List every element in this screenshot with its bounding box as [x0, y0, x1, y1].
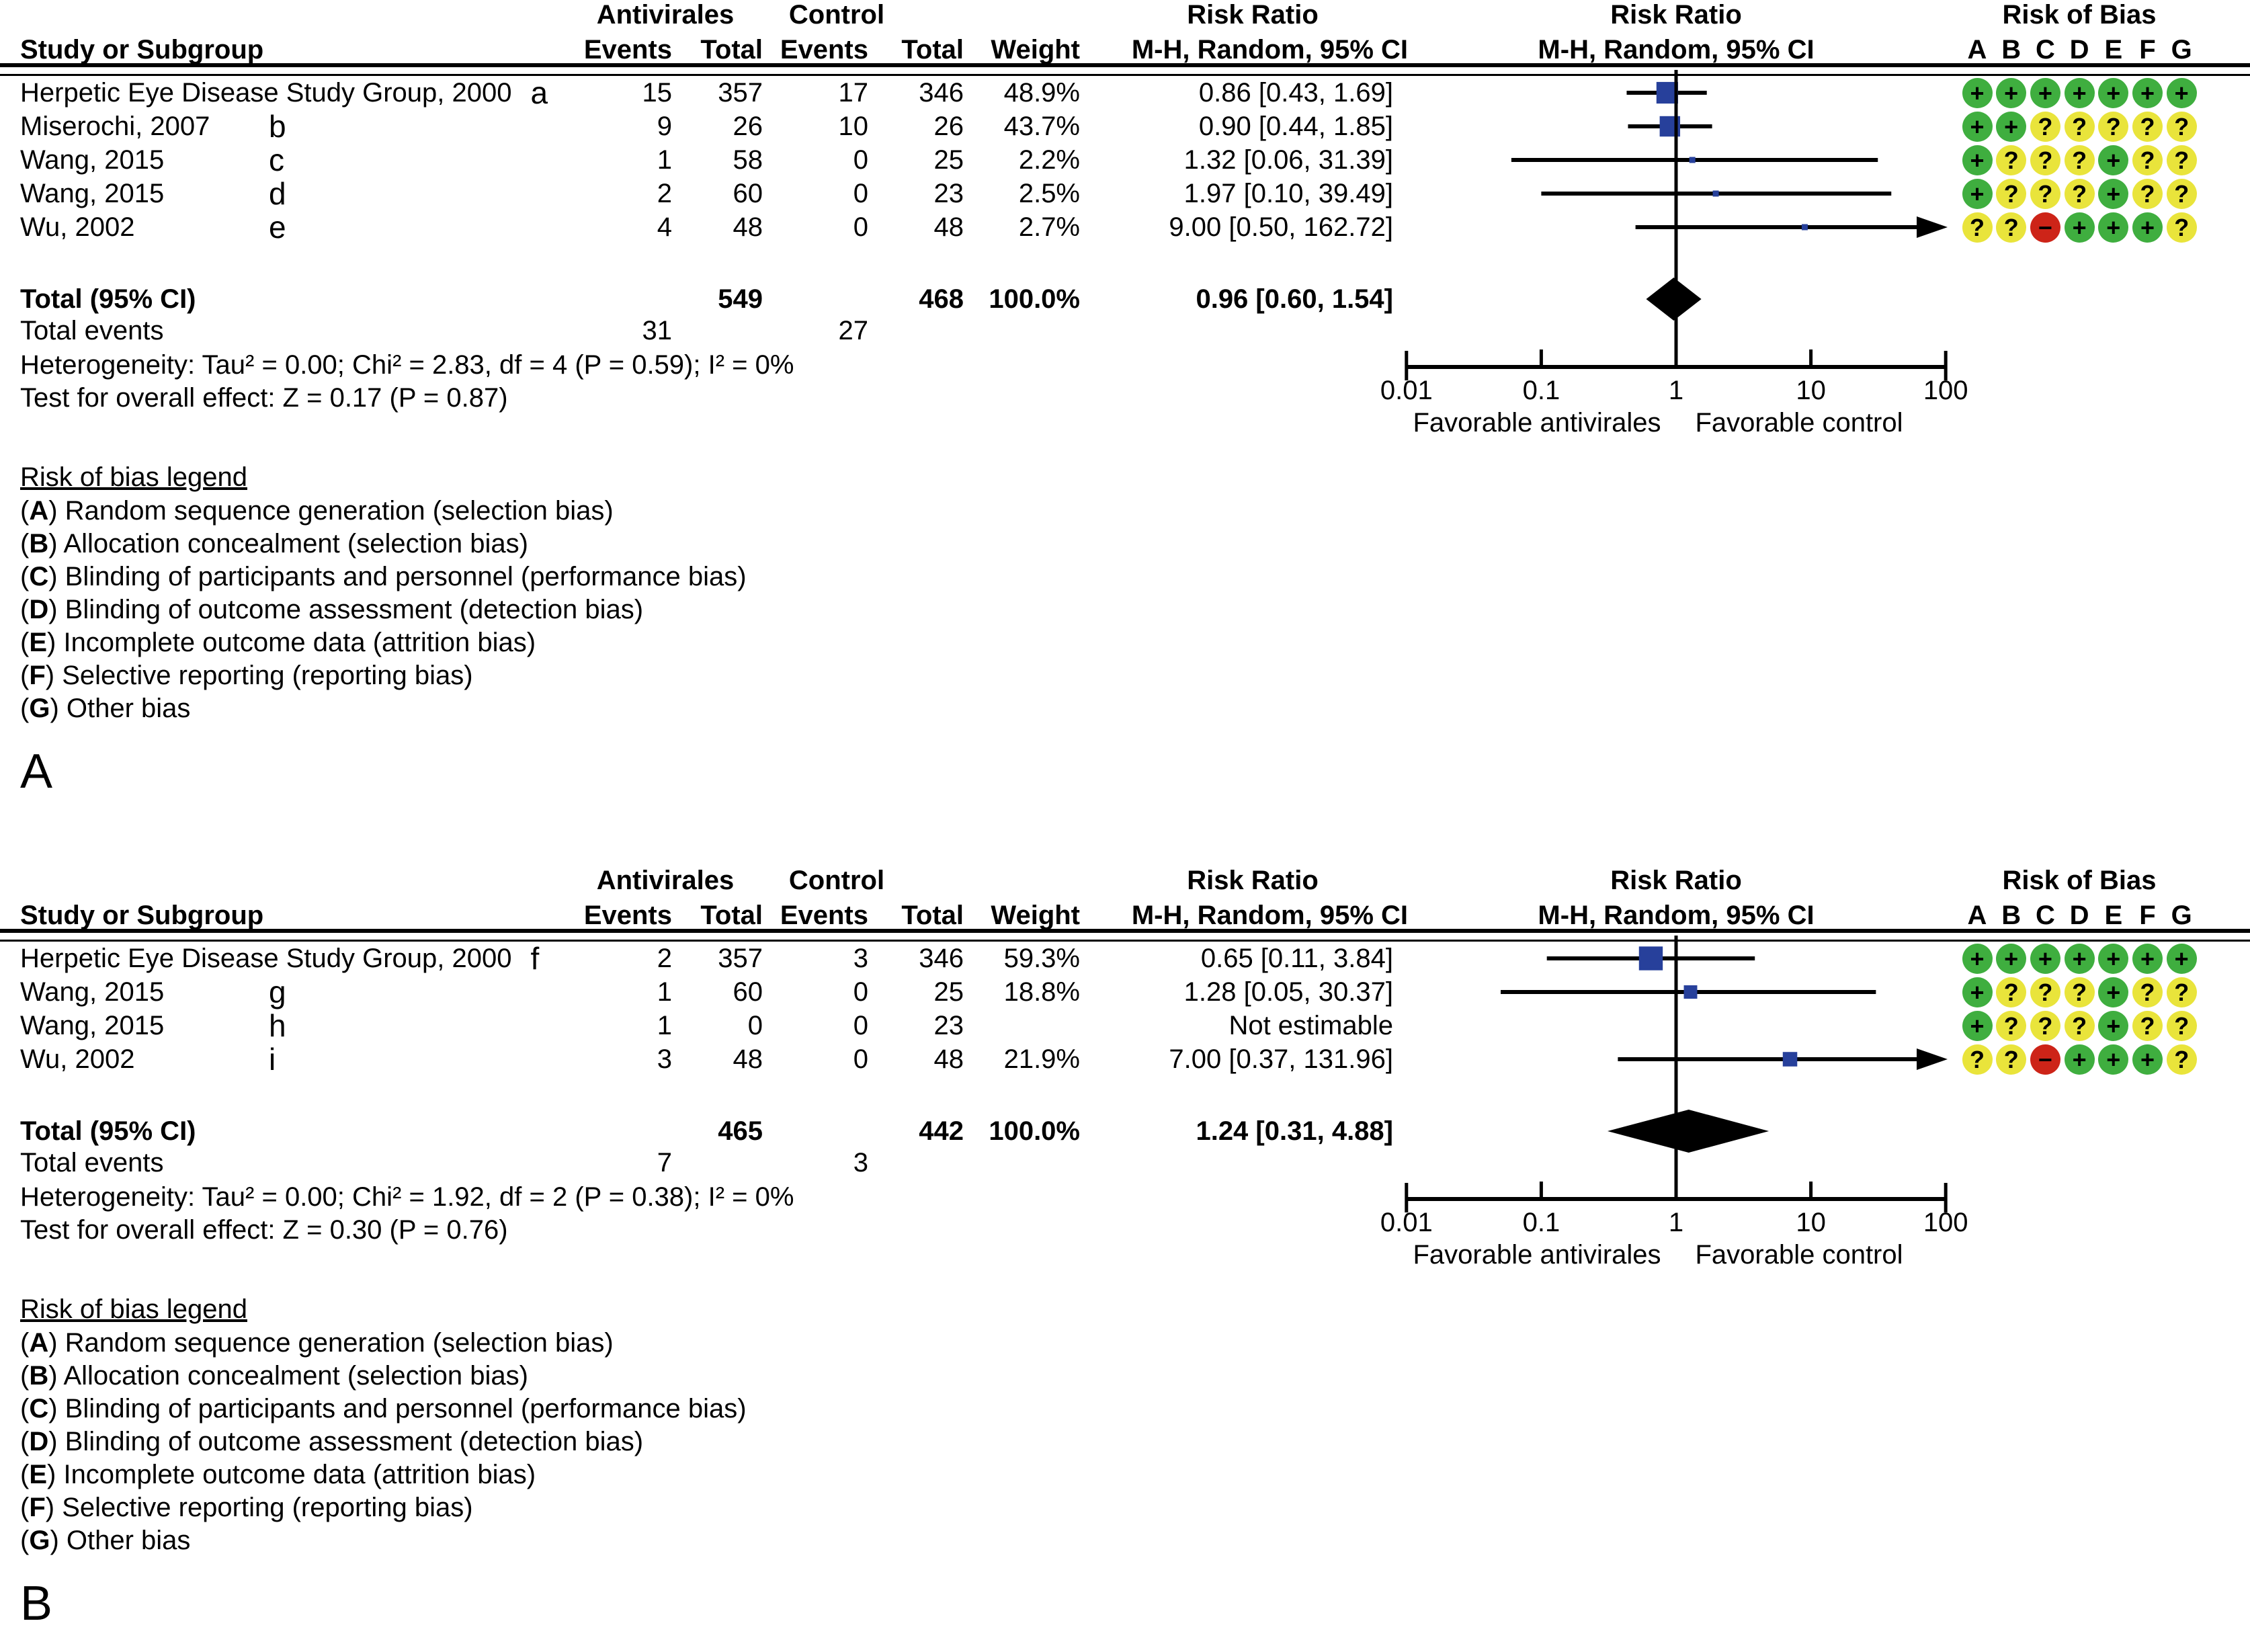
rob-low-risk-icon: +: [1962, 145, 1993, 175]
axis-tick: [1809, 349, 1812, 367]
rob-unclear-risk-icon: ?: [2030, 179, 2060, 209]
total-treat-cell: 465: [718, 1116, 763, 1146]
rob-legend-letter: B: [29, 529, 49, 559]
study-name: Wang, 2015: [20, 145, 165, 175]
axis-left-direction-label: Favorable antivirales: [1413, 408, 1661, 438]
mh-ci-plot-header: M-H, Random, 95% CI: [1538, 901, 1815, 930]
rob-low-risk-icon: +: [2132, 212, 2163, 243]
rob-legend-item: (B) Allocation concealment (selection bias): [20, 1361, 528, 1391]
axis-tick-label: 0.1: [1522, 376, 1560, 405]
total-control-cell: 468: [919, 284, 964, 314]
rob-legend-letter: A: [29, 496, 49, 526]
study-footnote-letter: f: [530, 941, 540, 976]
total-row-label: Total (95% CI): [20, 284, 196, 314]
total2-cell: 346: [919, 944, 964, 973]
events1-cell: 9: [657, 112, 672, 141]
rob-legend-letter: F: [29, 1493, 46, 1522]
weight-col-header: Weight: [991, 901, 1080, 930]
total1-cell: 48: [733, 212, 763, 242]
events2-cell: 0: [853, 179, 868, 208]
rob-legend-letter: F: [29, 661, 46, 690]
rob-legend-letter: D: [29, 595, 49, 624]
total-weight-cell: 100.0%: [989, 284, 1080, 314]
rob-legend-item: (D) Blinding of outcome assessment (detection bias): [20, 1427, 644, 1456]
risk-ratio-ci-cell: 1.28 [0.05, 30.37]: [1183, 977, 1393, 1007]
header-rule: [0, 63, 2250, 76]
weight-cell: 18.8%: [1003, 977, 1080, 1007]
rob-low-risk-icon: +: [2098, 145, 2128, 175]
rob-unclear-risk-icon: ?: [2030, 977, 2060, 1007]
rob-letter-header: A: [1967, 35, 1987, 65]
effect-square: [1783, 1052, 1798, 1067]
axis-tick-label: 0.1: [1522, 1208, 1560, 1237]
group-header-antivirales: Antivirales: [596, 0, 735, 30]
rob-letter-header: B: [2001, 901, 2022, 930]
rob-unclear-risk-icon: ?: [2098, 112, 2128, 142]
total-risk-ratio-cell: 1.24 [0.31, 4.88]: [1196, 1116, 1393, 1146]
rob-low-risk-icon: +: [2098, 179, 2128, 209]
rob-unclear-risk-icon: ?: [2167, 1011, 2197, 1041]
total2-cell: 48: [933, 212, 964, 242]
axis-tick: [1540, 349, 1543, 367]
effect-square: [1639, 946, 1663, 970]
study-name: Wu, 2002: [20, 1044, 135, 1074]
rob-legend-letter: C: [29, 562, 49, 591]
null-effect-line: [1675, 936, 1678, 1199]
rob-low-risk-icon: +: [2030, 78, 2060, 108]
rob-legend-item: (C) Blinding of participants and personnel (performance bias): [20, 1394, 747, 1423]
rob-low-risk-icon: +: [2030, 944, 2060, 974]
rob-low-risk-icon: +: [1962, 944, 1993, 974]
rob-letter-header: G: [2171, 901, 2192, 930]
axis-left-direction-label: Favorable antivirales: [1413, 1240, 1661, 1270]
rob-letter-header: F: [2139, 35, 2156, 65]
risk-ratio-plot-header: Risk Ratio: [1610, 866, 1742, 895]
study-name: Herpetic Eye Disease Study Group, 2000: [20, 944, 512, 973]
overall-effect-text: Test for overall effect: Z = 0.30 (P = 0.76): [20, 1215, 508, 1245]
total2-col-header: Total: [901, 901, 964, 930]
effect-square: [1684, 985, 1698, 999]
events1-cell: 4: [657, 212, 672, 242]
risk-ratio-ci-cell: 0.65 [0.11, 3.84]: [1200, 944, 1393, 973]
total2-cell: 23: [933, 179, 964, 208]
rob-legend-item: (G) Other bias: [20, 694, 191, 723]
rob-unclear-risk-icon: ?: [1996, 212, 2026, 243]
rob-legend-letter: G: [29, 694, 50, 723]
risk-ratio-ci-cell: 9.00 [0.50, 162.72]: [1169, 212, 1393, 242]
rob-unclear-risk-icon: ?: [2132, 145, 2163, 175]
mh-ci-text-header: M-H, Random, 95% CI: [1131, 901, 1408, 930]
rob-letter-header: D: [2069, 901, 2089, 930]
risk-ratio-ci-cell: 0.90 [0.44, 1.85]: [1198, 112, 1393, 141]
total1-cell: 26: [733, 112, 763, 141]
rob-low-risk-icon: +: [1962, 179, 1993, 209]
rob-legend-item: (A) Random sequence generation (selection bias): [20, 496, 614, 526]
total-events-control: 3: [853, 1148, 868, 1178]
events2-cell: 3: [853, 944, 868, 973]
mh-ci-text-header: M-H, Random, 95% CI: [1131, 35, 1408, 65]
effect-square: [1802, 224, 1808, 231]
rob-low-risk-icon: +: [1996, 112, 2026, 142]
total-events-label: Total events: [20, 316, 164, 345]
study-name: Wang, 2015: [20, 179, 165, 208]
risk-ratio-ci-cell: 1.97 [0.10, 39.49]: [1183, 179, 1393, 208]
risk-of-bias-header: Risk of Bias: [2002, 866, 2157, 895]
axis-tick-label: 1: [1668, 376, 1684, 405]
group-header-antivirales: Antivirales: [596, 866, 735, 895]
axis-tick: [1809, 1182, 1812, 1199]
rob-legend-letter: E: [29, 628, 48, 657]
overall-effect-text: Test for overall effect: Z = 0.17 (P = 0.87): [20, 383, 508, 413]
study-footnote-letter: h: [269, 1008, 286, 1043]
study-name: Wu, 2002: [20, 212, 135, 242]
total1-cell: 357: [718, 944, 763, 973]
rob-low-risk-icon: +: [1996, 944, 2026, 974]
total-treat-cell: 549: [718, 284, 763, 314]
rob-legend-letter: C: [29, 1394, 49, 1423]
rob-low-risk-icon: +: [2098, 212, 2128, 243]
study-col-header: Study or Subgroup: [20, 35, 264, 65]
rob-legend-item: (D) Blinding of outcome assessment (detection bias): [20, 595, 644, 624]
rob-legend-item: (C) Blinding of participants and personnel (performance bias): [20, 562, 747, 591]
events1-cell: 15: [642, 78, 672, 108]
total1-cell: 0: [747, 1011, 763, 1040]
axis-tick: [1675, 1182, 1678, 1199]
study-footnote-letter: b: [269, 109, 286, 144]
events1-cell: 2: [657, 944, 672, 973]
panel-label: A: [20, 745, 53, 798]
rob-legend-item: (A) Random sequence generation (selection bias): [20, 1328, 614, 1358]
rob-unclear-risk-icon: ?: [2167, 1044, 2197, 1075]
study-name: Miserochi, 2007: [20, 112, 210, 141]
rob-low-risk-icon: +: [2167, 944, 2197, 974]
rob-unclear-risk-icon: ?: [2030, 112, 2060, 142]
total-risk-ratio-cell: 0.96 [0.60, 1.54]: [1196, 284, 1393, 314]
study-footnote-letter: e: [269, 210, 286, 245]
weight-cell: 2.7%: [1018, 212, 1080, 242]
rob-letter-header: A: [1967, 901, 1987, 930]
panel-label: B: [20, 1577, 53, 1630]
rob-unclear-risk-icon: ?: [2132, 977, 2163, 1007]
rob-low-risk-icon: +: [1962, 977, 1993, 1007]
events1-col-header: Events: [583, 901, 672, 930]
axis-tick: [1675, 349, 1678, 367]
rob-unclear-risk-icon: ?: [2167, 112, 2197, 142]
rob-unclear-risk-icon: ?: [1996, 145, 2026, 175]
events1-cell: 1: [657, 1011, 672, 1040]
rob-low-risk-icon: +: [1996, 78, 2026, 108]
rob-unclear-risk-icon: ?: [2065, 977, 2095, 1007]
rob-low-risk-icon: +: [2132, 1044, 2163, 1075]
rob-legend-title: Risk of bias legend: [20, 462, 247, 492]
events2-col-header: Events: [780, 901, 868, 930]
rob-legend-item: (E) Incomplete outcome data (attrition bias): [20, 1460, 536, 1489]
rob-letter-header: D: [2069, 35, 2089, 65]
group-header-control: Control: [788, 0, 885, 30]
total-control-cell: 442: [919, 1116, 964, 1146]
risk-ratio-text-header: Risk Ratio: [1187, 0, 1319, 30]
effect-square: [1690, 157, 1696, 163]
weight-cell: 48.9%: [1003, 78, 1080, 108]
rob-low-risk-icon: +: [1962, 78, 1993, 108]
axis-tick-label: 10: [1796, 1208, 1826, 1237]
risk-ratio-ci-cell: 1.32 [0.06, 31.39]: [1183, 145, 1393, 175]
rob-low-risk-icon: +: [2065, 944, 2095, 974]
total-row-label: Total (95% CI): [20, 1116, 196, 1146]
events1-cell: 3: [657, 1044, 672, 1074]
events2-cell: 0: [853, 1044, 868, 1074]
total-weight-cell: 100.0%: [989, 1116, 1080, 1146]
rob-unclear-risk-icon: ?: [2065, 179, 2095, 209]
rob-unclear-risk-icon: ?: [2132, 179, 2163, 209]
rob-low-risk-icon: +: [2098, 977, 2128, 1007]
axis-tick-label: 100: [1923, 1208, 1968, 1237]
ci-arrow-right: [1917, 1048, 1948, 1070]
rob-legend-item: (E) Incomplete outcome data (attrition bias): [20, 628, 536, 657]
risk-ratio-ci-cell: 7.00 [0.37, 131.96]: [1169, 1044, 1393, 1074]
events2-cell: 0: [853, 212, 868, 242]
rob-unclear-risk-icon: ?: [2065, 145, 2095, 175]
events2-cell: 0: [853, 977, 868, 1007]
rob-unclear-risk-icon: ?: [1996, 1011, 2026, 1041]
total1-col-header: Total: [700, 901, 763, 930]
risk-of-bias-header: Risk of Bias: [2002, 0, 2157, 30]
rob-low-risk-icon: +: [2098, 944, 2128, 974]
study-name: Herpetic Eye Disease Study Group, 2000: [20, 78, 512, 108]
null-effect-line: [1675, 70, 1678, 367]
rob-letter-header: E: [2104, 901, 2123, 930]
axis-right-direction-label: Favorable control: [1695, 1240, 1903, 1270]
rob-letter-header: C: [2035, 901, 2055, 930]
axis-tick-label: 0.01: [1380, 1208, 1433, 1237]
rob-low-risk-icon: +: [2098, 78, 2128, 108]
rob-low-risk-icon: +: [2065, 212, 2095, 243]
ci-line: [1618, 1057, 1919, 1061]
axis-tick: [1540, 1182, 1543, 1199]
rob-legend-item: (B) Allocation concealment (selection bias): [20, 529, 528, 559]
rob-unclear-risk-icon: ?: [2065, 112, 2095, 142]
total1-cell: 60: [733, 179, 763, 208]
effect-square: [1713, 191, 1719, 197]
axis-tick-label: 10: [1796, 376, 1826, 405]
rob-unclear-risk-icon: ?: [2132, 1011, 2163, 1041]
rob-low-risk-icon: +: [2132, 944, 2163, 974]
events1-col-header: Events: [583, 35, 672, 65]
risk-ratio-plot-header: Risk Ratio: [1610, 0, 1742, 30]
ci-arrow-right: [1917, 216, 1948, 238]
rob-high-risk-icon: −: [2030, 212, 2060, 243]
total2-cell: 346: [919, 78, 964, 108]
weight-cell: 2.2%: [1018, 145, 1080, 175]
risk-ratio-ci-cell: Not estimable: [1228, 1011, 1393, 1040]
total-events-control: 27: [838, 316, 868, 345]
rob-legend-title: Risk of bias legend: [20, 1294, 247, 1324]
events2-cell: 10: [838, 112, 868, 141]
summary-diamond: [1608, 1110, 1769, 1153]
study-col-header: Study or Subgroup: [20, 901, 264, 930]
rob-unclear-risk-icon: ?: [1962, 1044, 1993, 1075]
rob-unclear-risk-icon: ?: [2065, 1011, 2095, 1041]
rob-unclear-risk-icon: ?: [1996, 977, 2026, 1007]
risk-ratio-text-header: Risk Ratio: [1187, 866, 1319, 895]
total1-col-header: Total: [700, 35, 763, 65]
total2-cell: 48: [933, 1044, 964, 1074]
study-footnote-letter: d: [269, 176, 286, 211]
rob-unclear-risk-icon: ?: [1996, 1044, 2026, 1075]
total2-cell: 23: [933, 1011, 964, 1040]
total1-cell: 58: [733, 145, 763, 175]
study-footnote-letter: a: [530, 75, 548, 110]
events2-cell: 17: [838, 78, 868, 108]
study-footnote-letter: i: [269, 1042, 276, 1077]
events2-cell: 0: [853, 145, 868, 175]
risk-ratio-ci-cell: 0.86 [0.43, 1.69]: [1198, 78, 1393, 108]
rob-legend-letter: E: [29, 1460, 48, 1489]
axis-tick-label: 100: [1923, 376, 1968, 405]
rob-letter-header: C: [2035, 35, 2055, 65]
rob-legend-item: (F) Selective reporting (reporting bias): [20, 661, 473, 690]
study-footnote-letter: c: [269, 142, 284, 177]
rob-low-risk-icon: +: [2098, 1011, 2128, 1041]
weight-cell: 2.5%: [1018, 179, 1080, 208]
events1-cell: 2: [657, 179, 672, 208]
rob-low-risk-icon: +: [1962, 1011, 1993, 1041]
heterogeneity-text: Heterogeneity: Tau² = 0.00; Chi² = 1.92, df = 2 (P = 0.38); I² = 0%: [20, 1182, 794, 1212]
total-events-treat: 31: [642, 316, 672, 345]
events1-cell: 1: [657, 145, 672, 175]
total1-cell: 60: [733, 977, 763, 1007]
rob-low-risk-icon: +: [2132, 78, 2163, 108]
total1-cell: 357: [718, 78, 763, 108]
rob-low-risk-icon: +: [2167, 78, 2197, 108]
study-name: Wang, 2015: [20, 977, 165, 1007]
rob-unclear-risk-icon: ?: [1996, 179, 2026, 209]
rob-low-risk-icon: +: [1962, 112, 1993, 142]
total2-col-header: Total: [901, 35, 964, 65]
rob-low-risk-icon: +: [2065, 1044, 2095, 1075]
rob-low-risk-icon: +: [2065, 78, 2095, 108]
study-name: Wang, 2015: [20, 1011, 165, 1040]
total2-cell: 25: [933, 145, 964, 175]
events1-cell: 1: [657, 977, 672, 1007]
ci-line: [1636, 225, 1919, 229]
weight-cell: 59.3%: [1003, 944, 1080, 973]
heterogeneity-text: Heterogeneity: Tau² = 0.00; Chi² = 2.83, df = 4 (P = 0.59); I² = 0%: [20, 350, 794, 380]
axis-tick-label: 0.01: [1380, 376, 1433, 405]
axis-right-direction-label: Favorable control: [1695, 408, 1903, 438]
total2-cell: 26: [933, 112, 964, 141]
rob-unclear-risk-icon: ?: [2132, 112, 2163, 142]
rob-letter-header: F: [2139, 901, 2156, 930]
total1-cell: 48: [733, 1044, 763, 1074]
rob-letter-header: E: [2104, 35, 2123, 65]
rob-unclear-risk-icon: ?: [2167, 179, 2197, 209]
weight-col-header: Weight: [991, 35, 1080, 65]
rob-unclear-risk-icon: ?: [2167, 212, 2197, 243]
weight-cell: 43.7%: [1003, 112, 1080, 141]
events2-cell: 0: [853, 1011, 868, 1040]
rob-unclear-risk-icon: ?: [1962, 212, 1993, 243]
rob-low-risk-icon: +: [2098, 1044, 2128, 1075]
rob-unclear-risk-icon: ?: [2167, 977, 2197, 1007]
events2-col-header: Events: [780, 35, 868, 65]
total2-cell: 25: [933, 977, 964, 1007]
weight-cell: 21.9%: [1003, 1044, 1080, 1074]
rob-unclear-risk-icon: ?: [2030, 1011, 2060, 1041]
rob-legend-letter: D: [29, 1427, 49, 1456]
rob-legend-letter: A: [29, 1328, 49, 1358]
rob-letter-header: G: [2171, 35, 2192, 65]
rob-letter-header: B: [2001, 35, 2022, 65]
group-header-control: Control: [788, 866, 885, 895]
rob-unclear-risk-icon: ?: [2030, 145, 2060, 175]
rob-legend-letter: G: [29, 1526, 50, 1555]
total-events-treat: 7: [657, 1148, 672, 1178]
summary-diamond: [1646, 278, 1701, 321]
study-footnote-letter: g: [269, 975, 286, 1009]
rob-legend-letter: B: [29, 1361, 49, 1391]
header-rule: [0, 929, 2250, 942]
rob-unclear-risk-icon: ?: [2167, 145, 2197, 175]
rob-legend-item: (G) Other bias: [20, 1526, 191, 1555]
rob-high-risk-icon: −: [2030, 1044, 2060, 1075]
axis-tick-label: 1: [1668, 1208, 1684, 1237]
mh-ci-plot-header: M-H, Random, 95% CI: [1538, 35, 1815, 65]
rob-legend-item: (F) Selective reporting (reporting bias): [20, 1493, 473, 1522]
total-events-label: Total events: [20, 1148, 164, 1178]
